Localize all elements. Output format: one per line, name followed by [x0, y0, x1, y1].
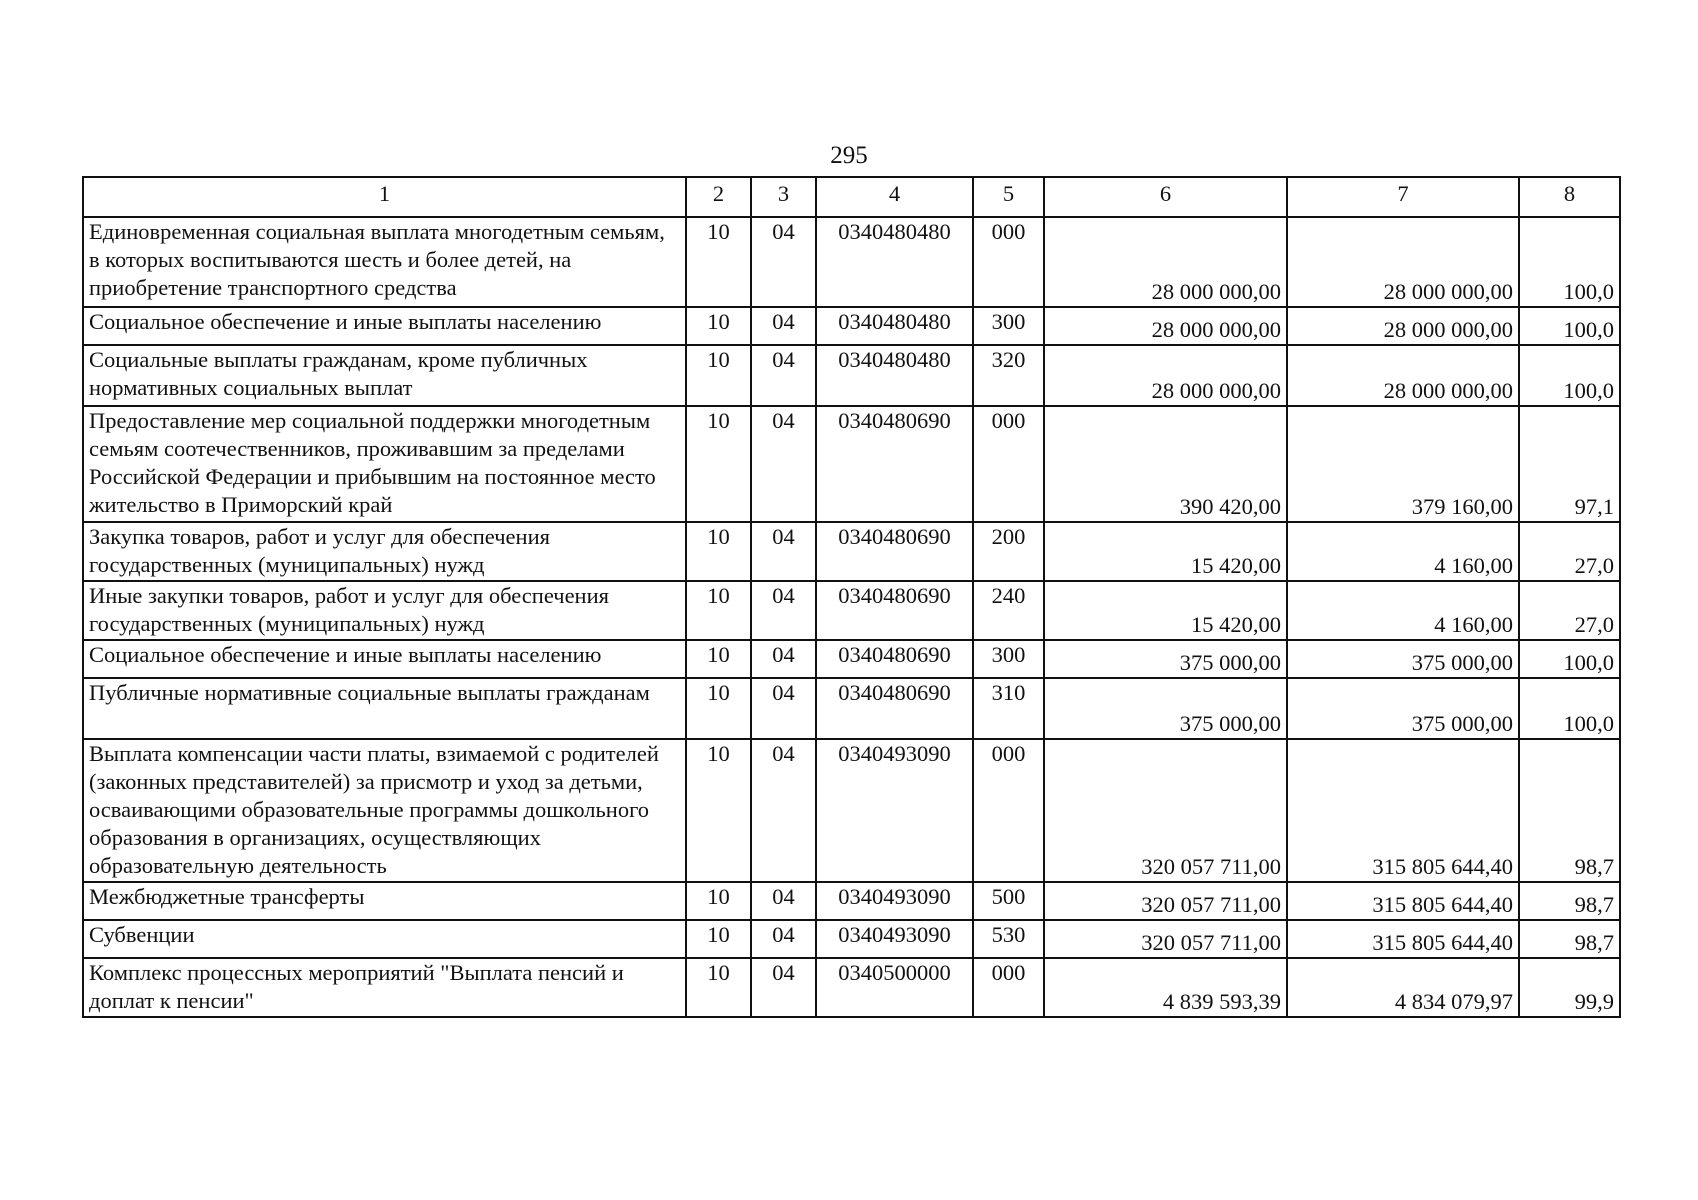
col2-cell: 10 [686, 739, 751, 882]
table-row [83, 882, 1620, 920]
col4-cell: 0340493090 [816, 739, 973, 882]
header-cell: 6 [1044, 177, 1287, 217]
col4-cell: 0340480690 [816, 640, 973, 678]
col5-cell: 200 [973, 522, 1044, 581]
col2-cell: 10 [686, 678, 751, 739]
row-name: Социальное обеспечение и иные выплаты населению [83, 307, 686, 345]
col7-cell: 379 160,00 [1287, 406, 1519, 522]
col6-cell: 320 057 711,00 [1044, 739, 1287, 882]
header-cell: 7 [1287, 177, 1519, 217]
col4-cell: 0340480690 [816, 406, 973, 522]
table-row [83, 581, 1620, 640]
col2-cell: 10 [686, 958, 751, 1017]
col2-cell: 10 [686, 345, 751, 406]
table-row [83, 406, 1620, 522]
row-name: Комплекс процессных мероприятий "Выплата пенсий и доплат к пенсии" [83, 958, 686, 1017]
col7-cell: 28 000 000,00 [1287, 307, 1519, 345]
header-cell: 3 [751, 177, 816, 217]
col3-cell: 04 [751, 882, 816, 920]
col2-cell: 10 [686, 217, 751, 307]
col8-cell: 98,7 [1519, 920, 1620, 958]
col5-cell: 000 [973, 217, 1044, 307]
col8-cell: 100,0 [1519, 217, 1620, 307]
col7-cell: 375 000,00 [1287, 640, 1519, 678]
col4-cell: 0340500000 [816, 958, 973, 1017]
col3-cell: 04 [751, 640, 816, 678]
col6-cell: 28 000 000,00 [1044, 345, 1287, 406]
col3-cell: 04 [751, 678, 816, 739]
col7-cell: 375 000,00 [1287, 678, 1519, 739]
table-row [83, 522, 1620, 581]
table-row [83, 739, 1620, 882]
col7-cell: 4 834 079,97 [1287, 958, 1519, 1017]
col3-cell: 04 [751, 920, 816, 958]
header-cell: 4 [816, 177, 973, 217]
col7-cell: 28 000 000,00 [1287, 345, 1519, 406]
col8-cell: 99,9 [1519, 958, 1620, 1017]
col5-cell: 000 [973, 958, 1044, 1017]
header-cell: 1 [83, 177, 686, 217]
col3-cell: 04 [751, 307, 816, 345]
col4-cell: 0340480690 [816, 678, 973, 739]
col3-cell: 04 [751, 217, 816, 307]
col8-cell: 100,0 [1519, 678, 1620, 739]
col6-cell: 28 000 000,00 [1044, 307, 1287, 345]
col7-cell: 28 000 000,00 [1287, 217, 1519, 307]
col4-cell: 0340480690 [816, 581, 973, 640]
col8-cell: 98,7 [1519, 739, 1620, 882]
col8-cell: 100,0 [1519, 640, 1620, 678]
col8-cell: 98,7 [1519, 882, 1620, 920]
row-name: Иные закупки товаров, работ и услуг для обеспечения государственных (муниципальных) нужд [83, 581, 686, 640]
col5-cell: 240 [973, 581, 1044, 640]
col8-cell: 97,1 [1519, 406, 1620, 522]
col2-cell: 10 [686, 406, 751, 522]
col8-cell: 100,0 [1519, 345, 1620, 406]
col2-cell: 10 [686, 882, 751, 920]
col3-cell: 04 [751, 958, 816, 1017]
table-row [83, 640, 1620, 678]
col6-cell: 15 420,00 [1044, 522, 1287, 581]
col6-cell: 320 057 711,00 [1044, 920, 1287, 958]
col2-cell: 10 [686, 522, 751, 581]
row-name: Социальное обеспечение и иные выплаты населению [83, 640, 686, 678]
col6-cell: 320 057 711,00 [1044, 882, 1287, 920]
col3-cell: 04 [751, 739, 816, 882]
col6-cell: 375 000,00 [1044, 640, 1287, 678]
row-name: Предоставление мер социальной поддержки многодетным семьям соотечественников, проживавшим за пределами Российской Федерации и прибывшим на постоянное место жительство в Приморский край [83, 406, 686, 522]
col4-cell: 0340493090 [816, 882, 973, 920]
row-name: Межбюджетные трансферты [83, 882, 686, 920]
col5-cell: 300 [973, 307, 1044, 345]
row-name: Социальные выплаты гражданам, кроме публичных нормативных социальных выплат [83, 345, 686, 406]
row-name: Единовременная социальная выплата многодетным семьям, в которых воспитываются шесть и более детей, на приобретение транспортного средства [83, 217, 686, 307]
row-name: Публичные нормативные социальные выплаты гражданам [83, 678, 686, 739]
col8-cell: 27,0 [1519, 581, 1620, 640]
col6-cell: 4 839 593,39 [1044, 958, 1287, 1017]
col3-cell: 04 [751, 581, 816, 640]
table-header-row [83, 177, 1620, 217]
col4-cell: 0340480480 [816, 307, 973, 345]
header-cell: 5 [973, 177, 1044, 217]
col6-cell: 28 000 000,00 [1044, 217, 1287, 307]
header-cell: 8 [1519, 177, 1620, 217]
table-row [83, 920, 1620, 958]
col2-cell: 10 [686, 920, 751, 958]
col5-cell: 500 [973, 882, 1044, 920]
col5-cell: 530 [973, 920, 1044, 958]
col7-cell: 4 160,00 [1287, 581, 1519, 640]
col3-cell: 04 [751, 345, 816, 406]
table-row [83, 307, 1620, 345]
header-cell: 2 [686, 177, 751, 217]
col4-cell: 0340480690 [816, 522, 973, 581]
budget-table [82, 176, 1621, 1018]
col7-cell: 315 805 644,40 [1287, 882, 1519, 920]
col4-cell: 0340493090 [816, 920, 973, 958]
col4-cell: 0340480480 [816, 217, 973, 307]
col4-cell: 0340480480 [816, 345, 973, 406]
col5-cell: 000 [973, 739, 1044, 882]
col8-cell: 100,0 [1519, 307, 1620, 345]
col7-cell: 315 805 644,40 [1287, 920, 1519, 958]
col6-cell: 15 420,00 [1044, 581, 1287, 640]
col5-cell: 000 [973, 406, 1044, 522]
row-name: Субвенции [83, 920, 686, 958]
row-name: Выплата компенсации части платы, взимаемой с родителей (законных представителей) за присмотр и уход за детьми, осваивающими образовательные программы дошкольного образования в организациях, осуществляющих образовательную деятельность [83, 739, 686, 882]
col7-cell: 315 805 644,40 [1287, 739, 1519, 882]
col3-cell: 04 [751, 406, 816, 522]
col3-cell: 04 [751, 522, 816, 581]
col7-cell: 4 160,00 [1287, 522, 1519, 581]
page-number: 295 [830, 142, 868, 169]
table-row [83, 345, 1620, 406]
col6-cell: 375 000,00 [1044, 678, 1287, 739]
row-name: Закупка товаров, работ и услуг для обеспечения государственных (муниципальных) нужд [83, 522, 686, 581]
col5-cell: 320 [973, 345, 1044, 406]
col2-cell: 10 [686, 307, 751, 345]
col5-cell: 300 [973, 640, 1044, 678]
col2-cell: 10 [686, 581, 751, 640]
table-row [83, 678, 1620, 739]
col6-cell: 390 420,00 [1044, 406, 1287, 522]
col8-cell: 27,0 [1519, 522, 1620, 581]
table-row [83, 958, 1620, 1017]
table-row [83, 217, 1620, 307]
col5-cell: 310 [973, 678, 1044, 739]
col2-cell: 10 [686, 640, 751, 678]
